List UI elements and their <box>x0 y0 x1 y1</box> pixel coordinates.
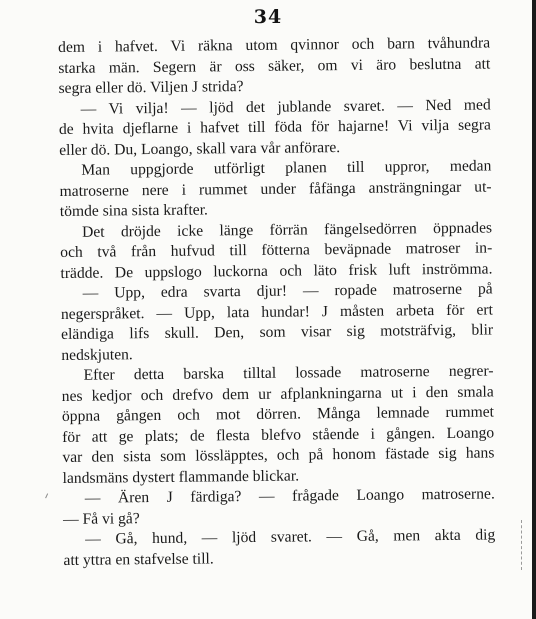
text-line: Man uppgjorde utförligt planen till uppror, medan <box>81 157 492 179</box>
text-line: landsmäns dystert flammande blickar. <box>62 467 300 487</box>
text-line: och två från hufvud till fötterna beväpnade matroser in- <box>60 239 493 261</box>
page-number: 34 <box>253 6 283 28</box>
text-line: starka män. Segern är oss säker, om vi äro beslutna att <box>58 54 491 77</box>
text-line: — Gå, hund, — ljöd svaret. — Gå, men akta dig <box>85 526 496 548</box>
page-edge-border <box>532 0 536 619</box>
text-line: trädde. De uppslogo luckorna och läto frisk luft inströmma. <box>60 259 493 282</box>
text-line: nedskjuten. <box>61 345 133 364</box>
text-line: eländiga lifs skull. Den, som visar sig motsträfvig, blir <box>61 321 494 343</box>
text-line: — Få vi gå? <box>62 509 140 528</box>
text-line: — Vi vilja! — ljöd det jublande svaret. — Ned med <box>80 95 491 118</box>
text-line: nes kedjor och drefvo dem ur afplankningarna ut i den smala <box>61 382 494 405</box>
text-line: eller dö. Du, Loango, skall vara vår anförare. <box>59 138 341 159</box>
text-line: tömde sina sista krafter. <box>59 201 209 220</box>
text-line: var den sista som lössläpptes, och på honom fästade sig hans <box>62 444 495 466</box>
text-line: för att ge plats; de flesta blefvo stående i gången. Loango <box>62 423 495 446</box>
text-line: negerspråket. — Upp, lata hundar! J måsten arbeta för ert <box>60 300 493 323</box>
text-line: de hvita djeflarne i hafvet till föda för hajarne! Vi vilja segra <box>58 116 492 138</box>
text-line: matroserne nere i rummet under fåfänga ansträngningar ut- <box>59 177 492 200</box>
body-text <box>58 33 496 570</box>
text-line: — Ären J färdiga? — frågade Loango matroserne. <box>84 485 495 507</box>
stray-ink-mark <box>45 493 51 499</box>
text-line: öppna gången och mot dörren. Många lemnade rummet <box>61 403 495 425</box>
page-edge-shadow <box>519 520 522 570</box>
text-line: dem i hafvet. Vi räkna utom qvinnor och barn tvåhundra <box>58 34 491 56</box>
text-line: Efter detta barska tilltal lossade matroserne negrer- <box>83 362 494 384</box>
text-line: Det dröjde icke länge förrän fängelsedörren öppnades <box>81 218 493 241</box>
text-line: segra eller dö. Viljen J strida? <box>58 78 244 97</box>
text-line: att yttra en stafvelse till. <box>63 549 214 569</box>
text-line: — Upp, edra svarta djur! — ropade matroserne på <box>82 280 493 302</box>
